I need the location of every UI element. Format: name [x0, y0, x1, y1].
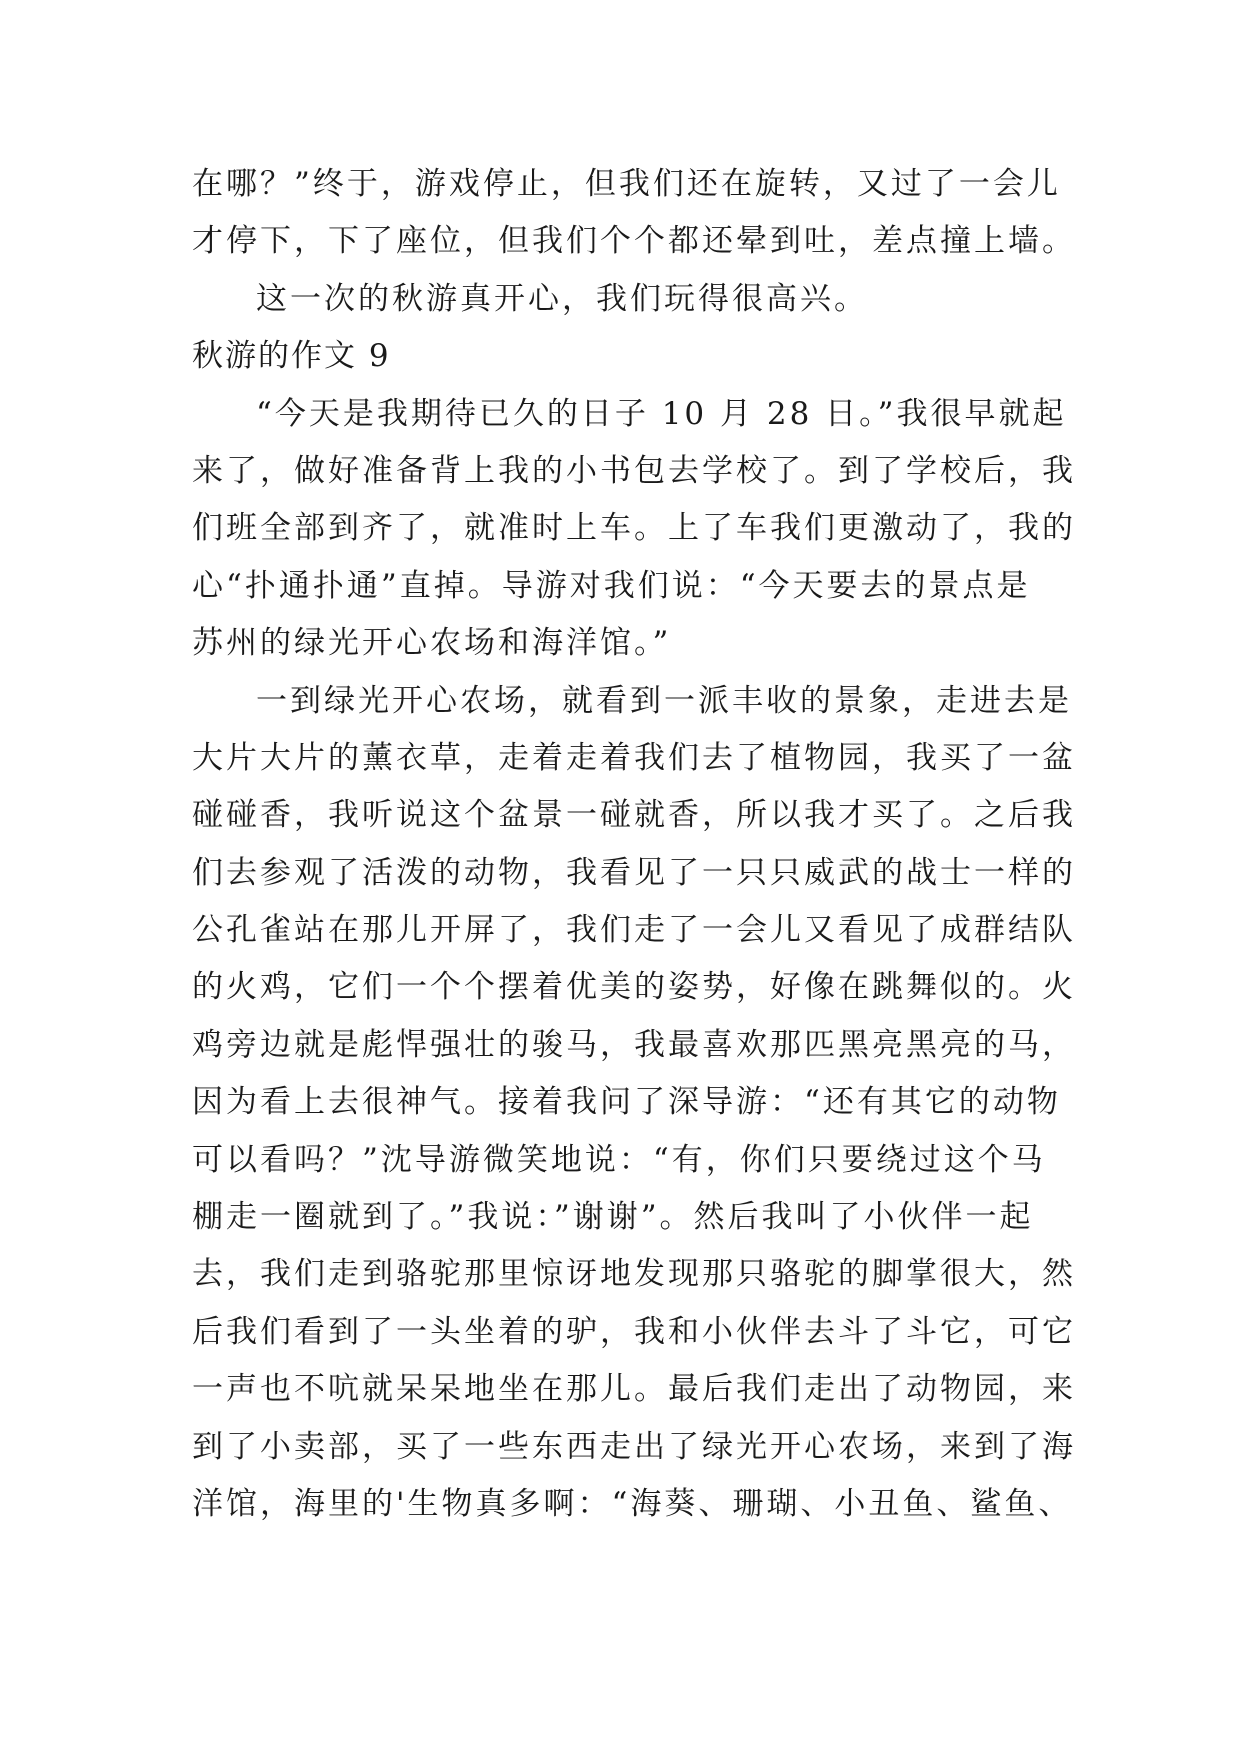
text-line: 因为看上去很神气。接着我问了深导游：“还有其它的动物 — [192, 1084, 1061, 1121]
text-line: 一到绿光开心农场，就看到一派丰收的景象，走进去是 — [256, 682, 1072, 719]
text-line: 洋馆，海里的'生物真多啊：“海葵、珊瑚、小丑鱼、鲨鱼、 — [192, 1485, 1073, 1522]
text-line: 的火鸡，它们一个个摆着优美的姿势，好像在跳舞似的。火 — [192, 969, 1076, 1006]
text-line: 后我们看到了一头坐着的驴，我和小伙伴去斗了斗它，可它 — [192, 1313, 1076, 1350]
text-line: 们去参观了活泼的动物，我看见了一只只威武的战士一样的 — [192, 854, 1076, 891]
text-line: 公孔雀站在那儿开屏了，我们走了一会儿又看见了成群结队 — [192, 912, 1076, 949]
text-line: 心“扑通扑通”直掉。导游对我们说：“今天要去的景点是 — [192, 567, 1031, 604]
text-line: 在哪？”终于，游戏停止，但我们还在旋转，又过了一会儿 — [192, 166, 1061, 202]
text-line: “今天是我期待已久的日子 10 月 28 日。”我很早就起 — [256, 395, 1067, 432]
text-line: 碰碰香，我听说这个盆景一碰就香，所以我才买了。之后我 — [192, 797, 1076, 834]
text-line: 大片大片的薰衣草，走着走着我们去了植物园，我买了一盆 — [192, 739, 1076, 776]
text-line: 们班全部到齐了，就准时上车。上了车我们更激动了，我的 — [192, 510, 1076, 547]
text-line: 可以看吗？”沈导游微笑地说：“有，你们只要绕过这个马 — [192, 1141, 1046, 1178]
text-line: 到了小卖部，买了一些东西走出了绿光开心农场，来到了海 — [192, 1428, 1076, 1465]
text-line: 才停下，下了座位，但我们个个都还晕到吐，差点撞上墙。 — [192, 223, 1076, 260]
text-line: 一声也不吭就呆呆地坐在那儿。最后我们走出了动物园，来 — [192, 1371, 1076, 1408]
document-body — [192, 156, 1076, 1533]
text-line: 来了，做好准备背上我的小书包去学校了。到了学校后，我 — [192, 452, 1076, 489]
text-line: 棚走一圈就到了。”我说：”谢谢”。然后我叫了小伙伴一起 — [192, 1199, 1034, 1236]
text-line: 苏州的绿光开心农场和海洋馆。” — [192, 625, 672, 662]
text-line: 鸡旁边就是彪悍强壮的骏马，我最喜欢那匹黑亮黑亮的马， — [192, 1026, 1076, 1063]
text-line: 去，我们走到骆驼那里惊讶地发现那只骆驼的脚掌很大，然 — [192, 1256, 1076, 1293]
section-heading: 秋游的作文 9 — [192, 338, 391, 375]
text-line: 这一次的秋游真开心，我们玩得很高兴。 — [256, 280, 868, 317]
